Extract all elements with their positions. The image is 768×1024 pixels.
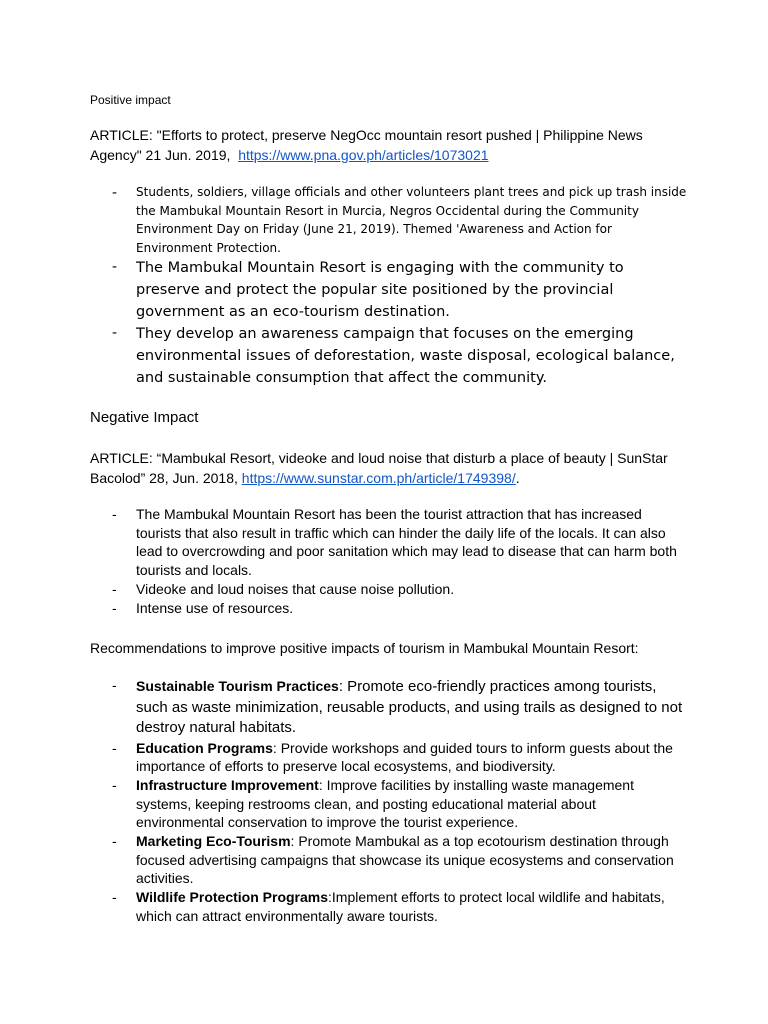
bullet-dash: -	[112, 580, 117, 597]
list-item	[90, 599, 685, 618]
list-item	[90, 323, 690, 389]
bullet-dash: -	[112, 506, 117, 522]
positive-article-title: ARTICLE: "Efforts to protect, preserve NegOcc mountain resort pushed | Philippine News Agency" 21 Jun. 2019,	[90, 127, 643, 163]
bullet-dash: -	[112, 677, 117, 693]
bullet-text: Videoke and loud noises that cause noise pollution.	[136, 580, 455, 597]
list-item	[90, 832, 685, 888]
list-item	[90, 676, 685, 739]
recommendation-sep: :	[272, 739, 281, 756]
bullet-text: Intense use of resources.	[136, 599, 294, 616]
bullet-dash: -	[112, 185, 118, 201]
recommendation-text: Improve facilities by installing waste management systems, keeping restrooms clean, and posting educational material about environmental conservation to improve the tourist experience.	[136, 776, 634, 831]
recommendation-sep: :	[290, 833, 299, 850]
list-item	[90, 505, 685, 580]
recommendation-title: Infrastructure Improvement	[136, 776, 319, 793]
positive-article-citation	[90, 125, 650, 165]
recommendation-sep: :	[338, 678, 348, 695]
recommendation-text: Implement efforts to protect local wildlife and habitats, which can attract environmentally aware tourists.	[136, 889, 665, 924]
negative-impact-heading: Negative Impact	[90, 409, 199, 426]
bullet-dash: -	[112, 889, 117, 906]
list-item	[90, 183, 690, 257]
recommendation-sep: :	[328, 889, 332, 906]
recommendation-title: Marketing Eco-Tourism	[136, 833, 291, 850]
negative-article-title: ARTICLE: “Mambukal Resort, videoke and loud noise that disturb a place of beauty | SunStar Bacolod” 28, Jun. 2018,	[90, 450, 668, 486]
list-item	[90, 739, 685, 776]
negative-article-link[interactable]: https://www.sunstar.com.ph/article/1749398/	[241, 470, 516, 486]
recommendations-list	[90, 676, 685, 926]
negative-bullet-list	[90, 505, 685, 617]
list-item	[90, 888, 685, 925]
negative-article-citation	[90, 448, 670, 488]
recommendation-text: Promote Mambukal as a top ecotourism destination through focused advertising campaigns that showcase its unique ecosystems and conservation activities.	[136, 833, 674, 887]
recommendation-text: Provide workshops and guided tours to inform guests about the importance of efforts to preserve local ecosystems, and biodiversity.	[136, 739, 673, 775]
list-item	[90, 257, 690, 323]
positive-article-link[interactable]: https://www.pna.gov.ph/articles/1073021	[238, 147, 489, 163]
positive-bullet-list	[90, 183, 690, 389]
bullet-dash: -	[112, 833, 117, 850]
bullet-dash: -	[112, 739, 117, 756]
bullet-dash: -	[112, 599, 117, 616]
recommendation-title: Education Programs	[136, 739, 273, 756]
bullet-text: Students, soldiers, village officials and other volunteers plant trees and pick up trash inside the Mambukal Mountain Resort in Murcia, Negros Occidental during the Community Environment Day on Friday (June 21, 2019). Themed 'Awareness and Action for Environment Protection.	[136, 185, 687, 255]
recommendation-title: Sustainable Tourism Practices	[136, 678, 339, 694]
recommendation-title: Wildlife Protection Programs	[136, 889, 329, 906]
recommendation-sep: :	[318, 776, 327, 793]
recommendations-heading: Recommendations to improve positive impacts of tourism in Mambukal Mountain Resort:	[90, 640, 639, 656]
bullet-text: They develop an awareness campaign that focuses on the emerging environmental issues of deforestation, waste disposal, ecological balance, and sustainable consumption that affect the community.	[136, 326, 675, 386]
recommendation-text: Promote eco-friendly practices among tourists, such as waste minimization, reusable products, and using trails as designed to not destroy natural habitats.	[136, 678, 683, 736]
bullet-dash: -	[112, 325, 118, 341]
list-item	[90, 580, 685, 599]
bullet-text: The Mambukal Mountain Resort is engaging with the community to preserve and protect the popular site positioned by the provincial government as an eco-tourism destination.	[136, 260, 624, 320]
positive-impact-heading: Positive impact	[90, 93, 171, 107]
bullet-text: The Mambukal Mountain Resort has been the tourist attraction that has increased tourists that also result in traffic which can hinder the daily life of the locals. It can also lead to overcrowding and poor sanitation which may lead to disease that can harm both tourists and locals.	[136, 506, 677, 579]
negative-article-suffix: .	[515, 470, 520, 486]
list-item	[90, 776, 685, 832]
bullet-dash: -	[112, 776, 117, 793]
bullet-dash: -	[112, 259, 118, 275]
